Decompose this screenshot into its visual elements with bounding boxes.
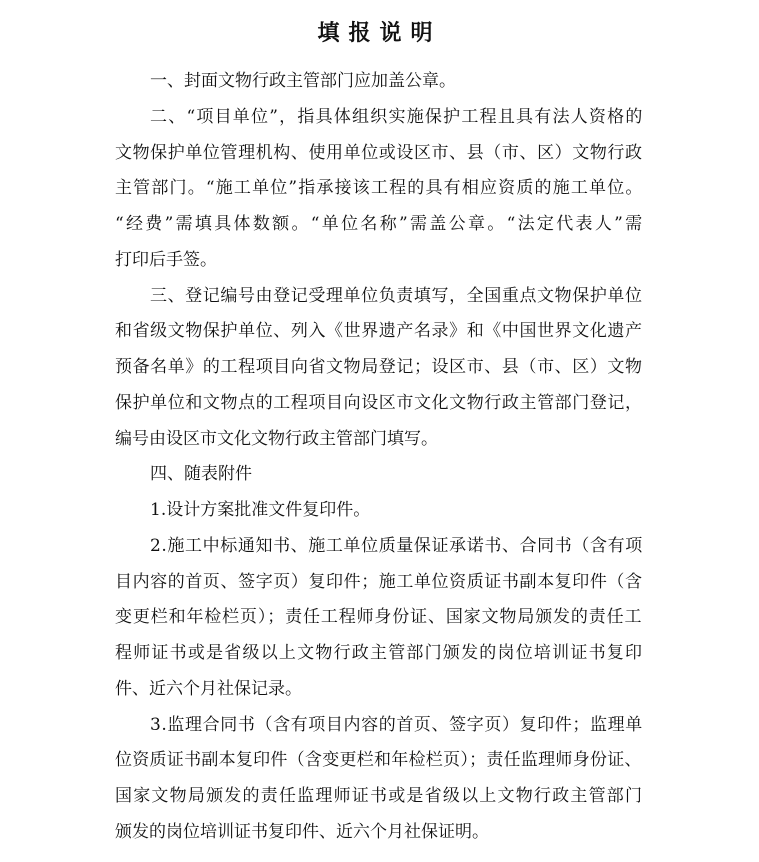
text-line: 1.设计方案批准文件复印件。 bbox=[150, 500, 371, 520]
text-line: 2.施工中标通知书、施工单位质量保证承诺书、合同书（含有项 bbox=[150, 536, 643, 556]
text-line: 预备名单》的工程项目向省文物局登记；设区市、县（市、区）文物 bbox=[115, 357, 643, 377]
text-line: 3.监理合同书（含有项目内容的首页、签字页）复印件；监理单 bbox=[150, 715, 643, 735]
text-line: 和省级文物保护单位、列入《世界遗产名录》和《中国世界文化遗产 bbox=[115, 321, 643, 341]
text-line: 四、随表附件 bbox=[150, 464, 252, 484]
text-line: 目内容的首页、签字页）复印件；施工单位资质证书副本复印件（含 bbox=[115, 572, 643, 592]
text-line: “经费”需填具体数额。“单位名称”需盖公章。“法定代表人”需 bbox=[115, 214, 645, 234]
text-line: 主管部门。“施工单位”指承接该工程的具有相应资质的施工单位。 bbox=[115, 178, 644, 198]
text-line: 件、近六个月社保记录。 bbox=[115, 679, 302, 699]
text-line: 国家文物局颁发的责任监理师证书或是省级以上文物行政主管部门 bbox=[115, 786, 644, 806]
text-line: 变更栏和年检栏页）；责任工程师身份证、国家文物局颁发的责任工 bbox=[115, 607, 643, 627]
text-line: 位资质证书副本复印件（含变更栏和年检栏页）；责任监理师身份证、 bbox=[115, 750, 642, 770]
text-line: 程师证书或是省级以上文物行政主管部门颁发的岗位培训证书复印 bbox=[115, 643, 644, 663]
text-line: 打印后手签。 bbox=[115, 250, 217, 270]
text-line: 三、登记编号由登记受理单位负责填写，全国重点文物保护单位 bbox=[150, 286, 643, 306]
text-line: 颁发的岗位培训证书复印件、近六个月社保证明。 bbox=[115, 822, 489, 842]
text-line: 二、“项目单位”，指具体组织实施保护工程且具有法人资格的 bbox=[150, 107, 644, 127]
text-line: 保护单位和文物点的工程项目向设区市文化文物行政主管部门登记， bbox=[115, 393, 643, 413]
text-line: 编号由设区市文化文物行政主管部门填写。 bbox=[115, 429, 438, 449]
text-line: 一、封面文物行政主管部门应加盖公章。 bbox=[150, 71, 456, 91]
text-line: 文物保护单位管理机构、使用单位或设区市、县（市、区）文物行政 bbox=[115, 143, 643, 163]
document-title: 填报说明 bbox=[317, 20, 442, 46]
